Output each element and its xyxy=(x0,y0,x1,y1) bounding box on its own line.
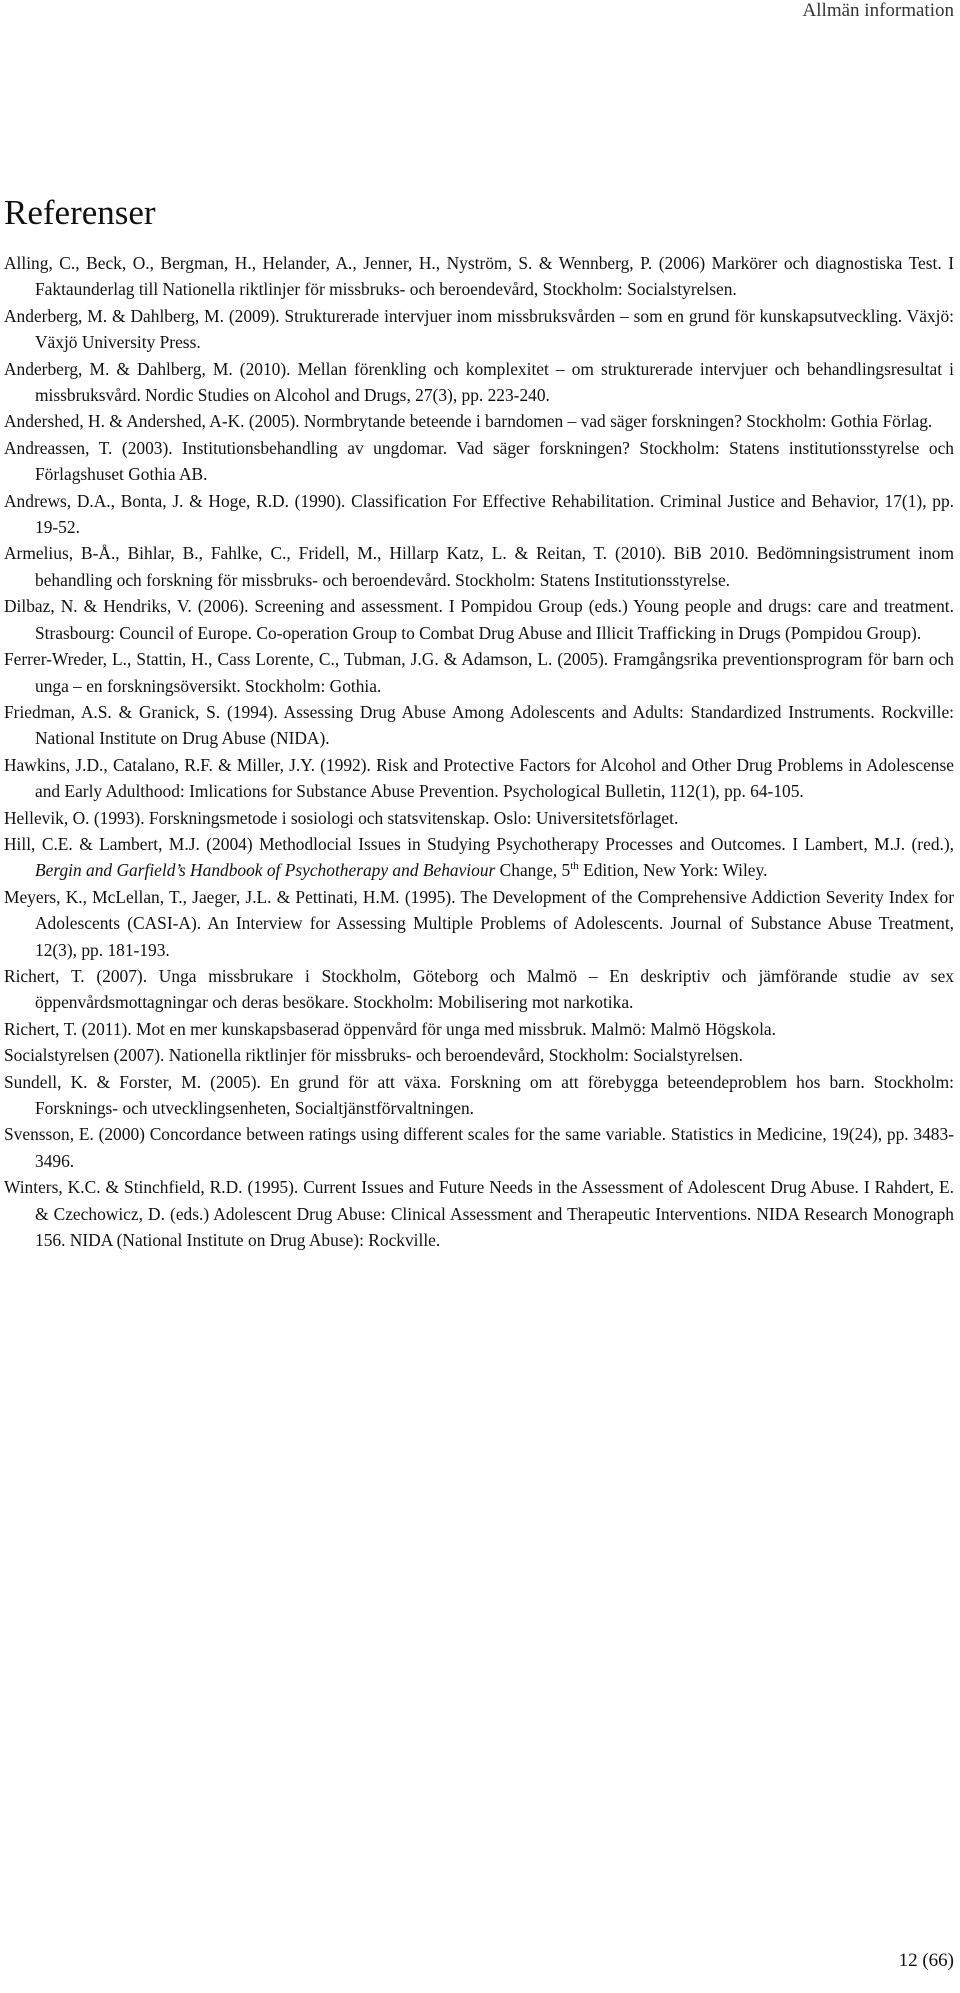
reference-entry: Andrews, D.A., Bonta, J. & Hoge, R.D. (1990). Classification For Effective Rehabilitation. Criminal Justice and Behavior, 17(1), pp. 19-52. xyxy=(4,490,954,538)
page-title: Referenser xyxy=(4,193,156,232)
reference-entry: Friedman, A.S. & Granick, S. (1994). Assessing Drug Abuse Among Adolescents and Adults: Standardized Instruments. Rockville: National Institute on Drug Abuse (NIDA). xyxy=(4,701,954,749)
reference-entry: Svensson, E. (2000) Concordance between ratings using different scales for the same variable. Statistics in Medicine, 19(24), pp. 3483-3496. xyxy=(4,1124,954,1171)
reference-entry: Armelius, B-Å., Bihlar, B., Fahlke, C., Fridell, M., Hillarp Katz, L. & Reitan, T. (2010). BiB 2010. Bedömningsistrument inom behandling och forskning för missbruks- och beroendevård. Stockholm: Statens Institutionsstyrelse. xyxy=(4,543,954,590)
reference-entry: Andreassen, T. (2003). Institutionsbehandling av ungdomar. Vad säger forskningen? Stockholm: Statens institutionsstyrelse och Förlagshuset Gothia AB. xyxy=(4,437,954,485)
running-header: Allmän information xyxy=(802,0,954,21)
reference-pre-text: Hill, C.E. & Lambert, M.J. (2004) Methodlocial Issues in Studying Psychotherapy Processes and Outcomes. I Lambert, M.J. (red.), xyxy=(4,833,954,854)
reference-entry: Sundell, K. & Forster, M. (2005). En grund för att växa. Forskning om att förebygga beteendeproblem hos barn. Stockholm: Forsknings- och utvecklingsenheten, Socialtjänstförvaltningen. xyxy=(4,1071,954,1118)
reference-entry: Andershed, H. & Andershed, A-K. (2005). Normbrytande beteende i barndomen – vad säger forskningen? Stockholm: Gothia Förlag. xyxy=(4,411,933,432)
reference-italic-text: Bergin and Garfield’s Handbook of Psychotherapy and Behaviour xyxy=(35,860,496,881)
reference-post-text: Edition, New York: Wiley. xyxy=(578,860,768,881)
reference-entry: Hellevik, O. (1993). Forskningsmetode i sosiologi och statsvitenskap. Oslo: Universitetsförlaget. xyxy=(4,807,679,828)
reference-entry: Dilbaz, N. & Hendriks, V. (2006). Screening and assessment. I Pompidou Group (eds.) Young people and drugs: care and treatment. Strasbourg: Council of Europe. Co-operation Group to Combat Drug Abuse and Illicit Trafficking in Drugs (Pompidou Group). xyxy=(4,596,954,643)
reference-entry: Anderberg, M. & Dahlberg, M. (2009). Strukturerade intervjuer inom missbruksvården – som en grund för kunskapsutveckling. Växjö: Växjö University Press. xyxy=(4,305,954,353)
reference-entry xyxy=(4,831,954,884)
reference-list xyxy=(4,250,954,1253)
reference-entry: Winters, K.C. & Stinchfield, R.D. (1995). Current Issues and Future Needs in the Assessment of Adolescent Drug Abuse. I Rahdert, E. & Czechowicz, D. (eds.) Adolescent Drug Abuse: Clinical Assessment and Therapeutic Interventions. NIDA Research Monograph 156. NIDA (National Institute on Drug Abuse): Rockville. xyxy=(4,1177,954,1251)
reference-entry: Ferrer-Wreder, L., Stattin, H., Cass Lorente, C., Tubman, J.G. & Adamson, L. (2005). Framgångsrika preventionsprogram för barn och unga – en forskningsöversikt. Stockholm: Gothia. xyxy=(4,649,954,696)
reference-mid-text: Change, 5 xyxy=(495,860,571,881)
reference-entry: Richert, T. (2007). Unga missbrukare i Stockholm, Göteborg och Malmö – En deskriptiv och jämförande studie av sex öppenvårdsmottagningar och deras besökare. Stockholm: Mobilisering mot narkotika. xyxy=(4,965,954,1013)
reference-entry: Alling, C., Beck, O., Bergman, H., Helander, A., Jenner, H., Nyström, S. & Wennberg, P. (2006) Markörer och diagnostiska Test. I Faktaunderlag till Nationella riktlinjer för missbruks- och beroendevård, Stockholm: Socialstyrelsen. xyxy=(4,253,954,300)
page-number: 12 (66) xyxy=(898,1950,954,1971)
reference-entry: Anderberg, M. & Dahlberg, M. (2010). Mellan förenkling och komplexitet – om strukturerade intervjuer och behandlingsresultat i missbruksvård. Nordic Studies on Alcohol and Drugs, 27(3), pp. 223-240. xyxy=(4,358,954,406)
reference-entry: Socialstyrelsen (2007). Nationella riktlinjer för missbruks- och beroendevård, Stockholm: Socialstyrelsen. xyxy=(4,1045,743,1066)
reference-sup-text: th xyxy=(570,860,579,873)
reference-entry: Richert, T. (2011). Mot en mer kunskapsbaserad öppenvård för unga med missbruk. Malmö: Malmö Högskola. xyxy=(4,1018,776,1039)
reference-entry: Hawkins, J.D., Catalano, R.F. & Miller, J.Y. (1992). Risk and Protective Factors for Alcohol and Other Drug Problems in Adolescense and Early Adulthood: Imlications for Substance Abuse Prevention. Psychological Bulletin, 112(1), pp. 64-105. xyxy=(4,754,954,802)
reference-entry: Meyers, K., McLellan, T., Jaeger, J.L. & Pettinati, H.M. (1995). The Development of the Comprehensive Addiction Severity Index for Adolescents (CASI-A). An Interview for Assessing Multiple Problems of Adolescents. Journal of Substance Abuse Treatment, 12(3), pp. 181-193. xyxy=(4,886,954,960)
